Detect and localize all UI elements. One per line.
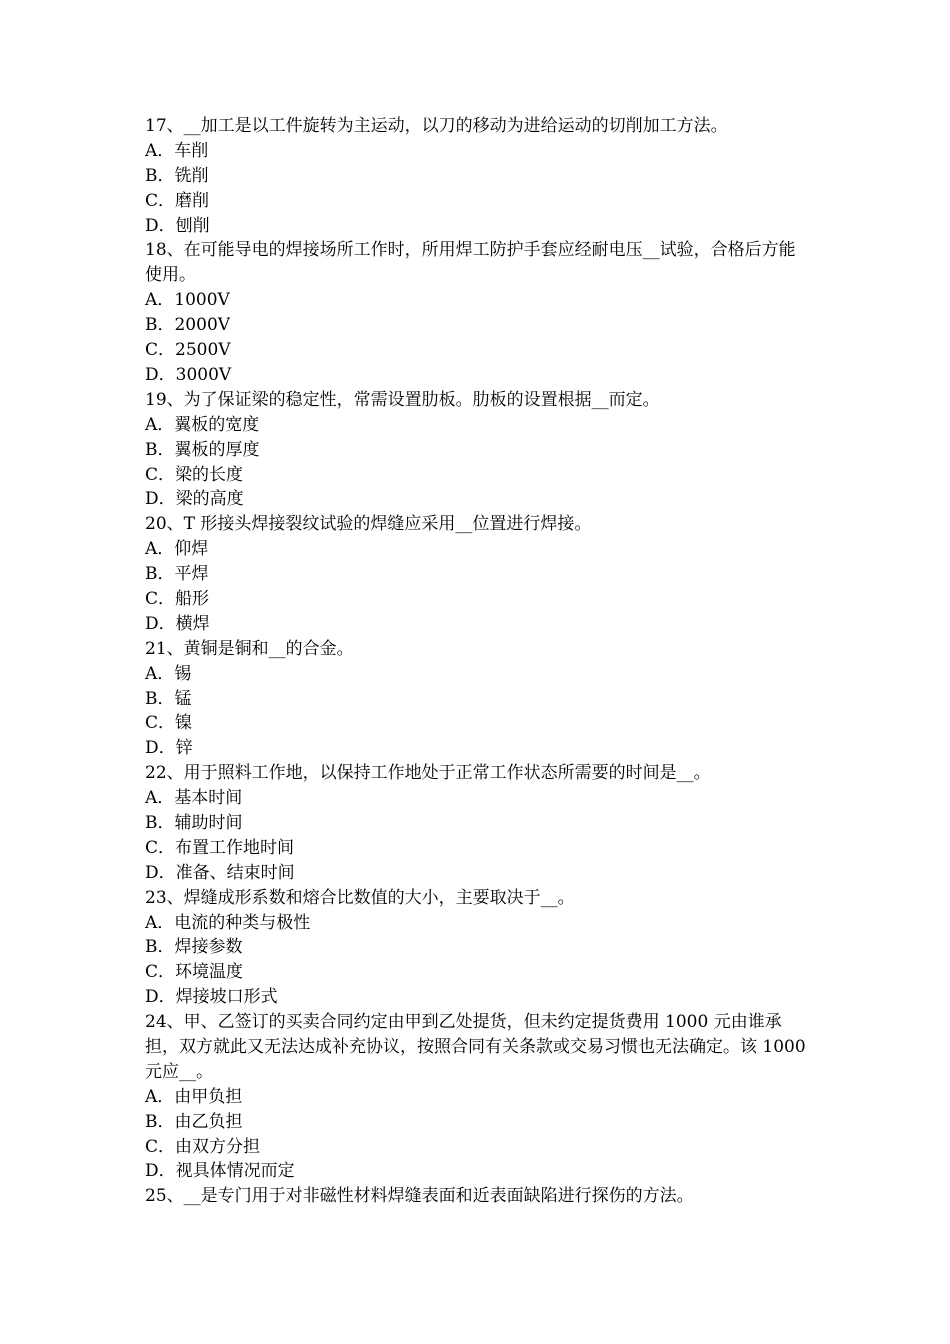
option-a: A．仰焊 bbox=[145, 539, 209, 560]
option-b: B．平焊 bbox=[145, 564, 209, 585]
question-stem: 24、甲、乙签订的买卖合同约定由甲到乙处提货，但未约定提货费用 1000 元由谁承担，双方就此又无法达成补充协议，按照合同有关条款或交易习惯也无法确定。该 1000 元应__。 bbox=[145, 1012, 806, 1082]
question-stem: 22、用于照料工作地，以保持工作地处于正常工作状态所需要的时间是__。 bbox=[145, 763, 711, 784]
option-b: B．焊接参数 bbox=[145, 937, 243, 958]
question-18 bbox=[145, 238, 810, 387]
question-25 bbox=[145, 1184, 810, 1209]
option-c: C．环境温度 bbox=[145, 962, 244, 983]
question-20 bbox=[145, 512, 810, 636]
option-a: A．翼板的宽度 bbox=[145, 414, 260, 435]
option-c: C．由双方分担 bbox=[145, 1136, 261, 1157]
option-b: B．由乙负担 bbox=[145, 1111, 243, 1132]
option-b: B．辅助时间 bbox=[145, 812, 243, 833]
option-d: D．刨削 bbox=[145, 215, 210, 236]
question-stem: 19、为了保证梁的稳定性，常需设置肋板。肋板的设置根据__而定。 bbox=[145, 389, 660, 410]
option-c: C．布置工作地时间 bbox=[145, 837, 295, 858]
question-stem: 17、__加工是以工件旋转为主运动，以刀的移动为进给运动的切削加工方法。 bbox=[145, 116, 728, 136]
question-stem: 25、__是专门用于对非磁性材料焊缝表面和近表面缺陷进行探伤的方法。 bbox=[145, 1186, 694, 1207]
option-a: A．由甲负担 bbox=[145, 1086, 243, 1107]
option-a: A．1000V bbox=[145, 290, 230, 311]
option-d: D．视具体情况而定 bbox=[145, 1161, 295, 1182]
option-a: A．车削 bbox=[145, 140, 209, 161]
option-c: C．2500V bbox=[145, 340, 231, 361]
question-stem: 23、焊缝成形系数和熔合比数值的大小，主要取决于__。 bbox=[145, 887, 575, 908]
option-a: A．基本时间 bbox=[145, 788, 243, 809]
question-22 bbox=[145, 761, 810, 885]
option-b: B．翼板的厚度 bbox=[145, 439, 260, 460]
option-c: C．梁的长度 bbox=[145, 464, 244, 485]
option-a: A．电流的种类与极性 bbox=[145, 912, 311, 933]
document-page bbox=[145, 114, 810, 1209]
question-17 bbox=[145, 114, 810, 238]
option-d: D．锌 bbox=[145, 738, 193, 759]
question-stem: 20、T 形接头焊接裂纹试验的焊缝应采用__位置进行焊接。 bbox=[145, 514, 592, 535]
question-21 bbox=[145, 637, 810, 761]
question-stem: 18、在可能导电的焊接场所工作时，所用焊工防护手套应经耐电压__试验，合格后方能使用。 bbox=[145, 240, 796, 286]
option-d: D．3000V bbox=[145, 364, 232, 385]
option-d: D．准备、结束时间 bbox=[145, 862, 295, 883]
option-d: D．梁的高度 bbox=[145, 489, 244, 510]
option-a: A．锡 bbox=[145, 663, 192, 684]
question-23 bbox=[145, 886, 810, 1010]
option-c: C．船形 bbox=[145, 588, 210, 609]
question-stem: 21、黄铜是铜和__的合金。 bbox=[145, 638, 354, 659]
option-b: B．锰 bbox=[145, 688, 192, 709]
option-d: D．焊接坡口形式 bbox=[145, 987, 278, 1008]
option-c: C．镍 bbox=[145, 713, 193, 734]
option-c: C．磨削 bbox=[145, 190, 210, 211]
option-d: D．横焊 bbox=[145, 613, 210, 634]
option-b: B．铣削 bbox=[145, 165, 209, 186]
question-24 bbox=[145, 1010, 810, 1184]
option-b: B．2000V bbox=[145, 315, 231, 336]
question-19 bbox=[145, 388, 810, 512]
